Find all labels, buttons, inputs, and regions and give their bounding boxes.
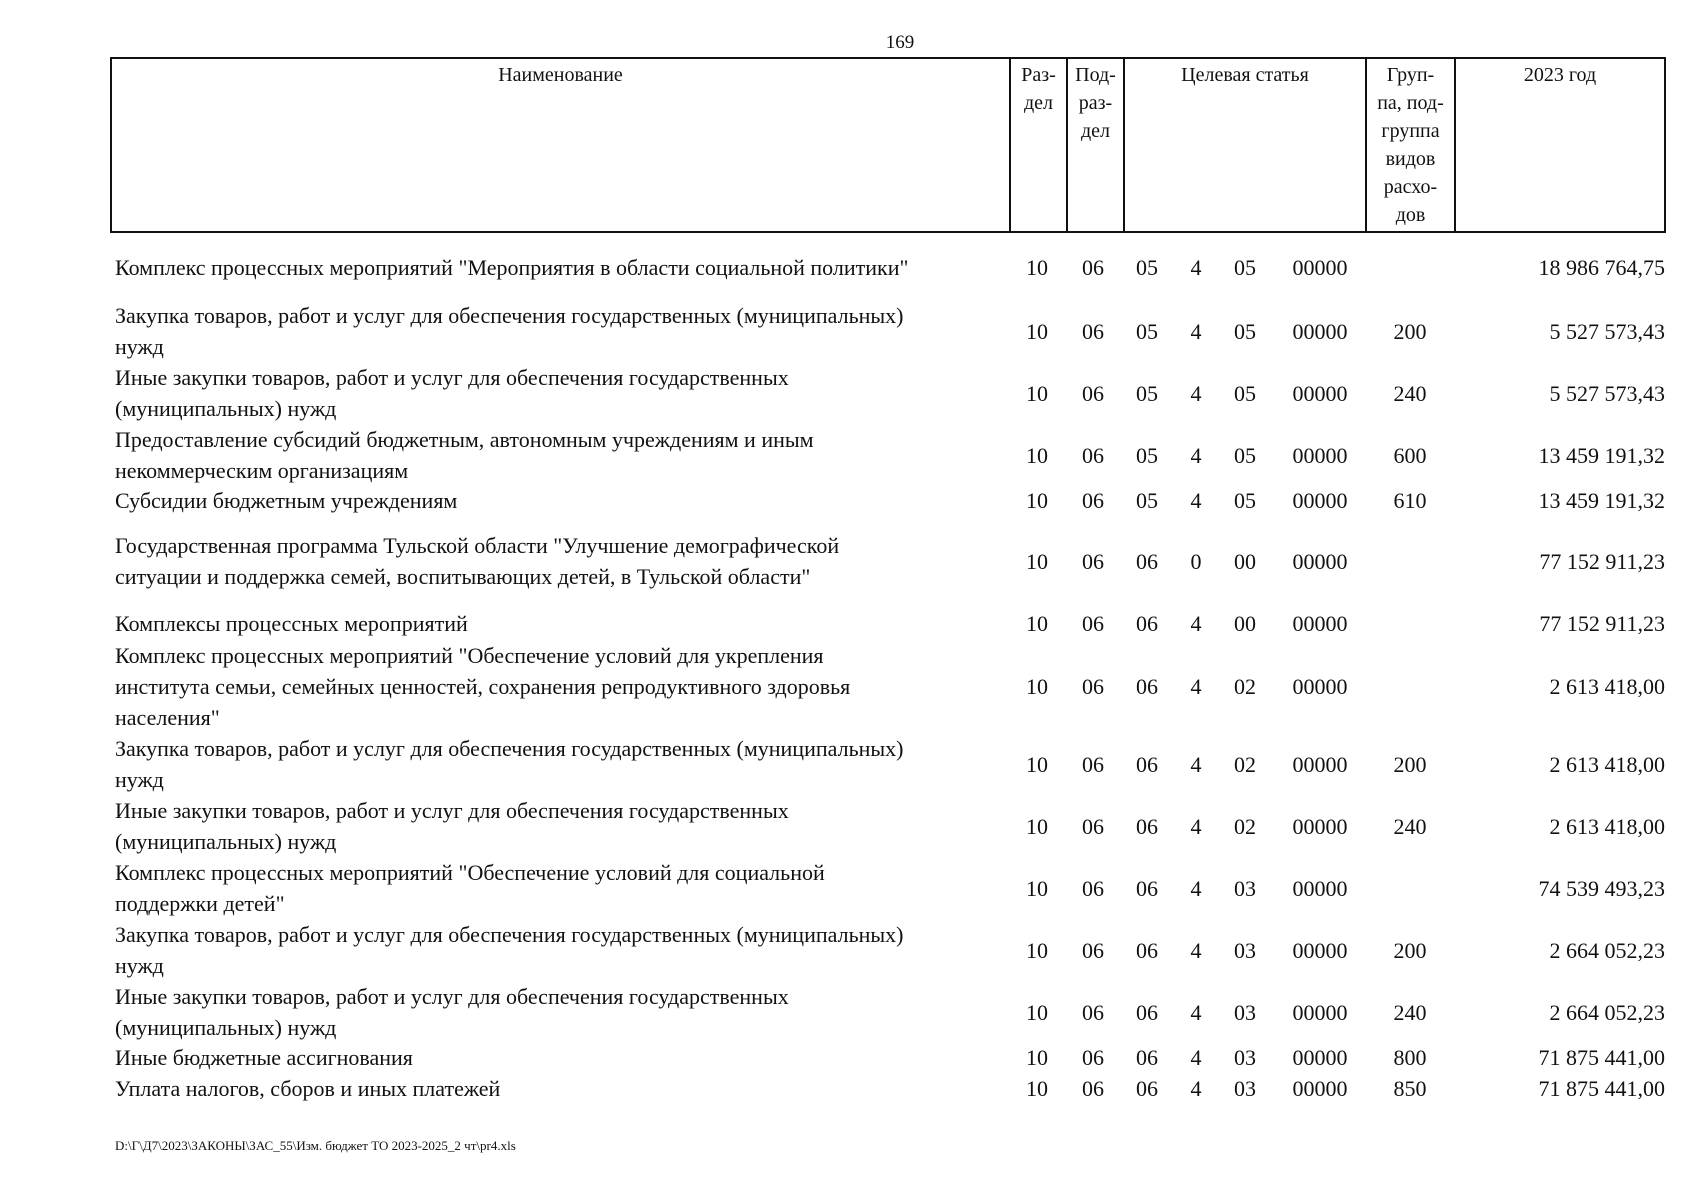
row-name — [115, 300, 1005, 362]
target-subprogram-cell: 03 — [1234, 999, 1256, 1025]
target-program-cell: 06 — [1136, 674, 1158, 699]
row-name-line: ситуации и поддержка семей, воспитывающих детей, в Тульской области" — [115, 564, 811, 589]
target-subprogram-cell: 03 — [1234, 1045, 1256, 1070]
table-row — [0, 857, 1695, 919]
row-name-line: нужд — [115, 953, 164, 978]
razdel-cell: 10 — [1026, 442, 1048, 468]
target-direction-cell: 00000 — [1292, 813, 1348, 839]
target-direction-cell: 00000 — [1292, 1076, 1348, 1101]
table-row — [0, 733, 1695, 795]
row-name — [115, 1042, 1005, 1073]
amount-cell: 77 152 911,23 — [1539, 611, 1665, 636]
page-number: 169 — [885, 32, 915, 53]
target-type-cell: 4 — [1190, 674, 1202, 699]
row-name — [115, 857, 1005, 919]
table-row — [0, 362, 1695, 424]
row-name-line: Закупка товаров, работ и услуг для обеспечения государственных (муниципальных) — [115, 303, 904, 328]
row-name-line: Комплекс процессных мероприятий "Обеспечение условий для укрепления — [115, 643, 824, 668]
target-type-cell: 4 — [1190, 318, 1202, 344]
target-type-cell: 4 — [1190, 442, 1202, 468]
target-program-cell: 06 — [1136, 548, 1158, 574]
target-direction-cell: 00000 — [1292, 751, 1348, 777]
razdel-cell: 10 — [1026, 813, 1048, 839]
podrazdel-cell: 06 — [1082, 442, 1104, 468]
row-name-line: (муниципальных) нужд — [115, 829, 337, 854]
row-name-line: Иные закупки товаров, работ и услуг для обеспечения государственных — [115, 798, 789, 823]
razdel-cell: 10 — [1026, 1076, 1048, 1101]
header-group-line: па, под- — [1377, 92, 1444, 114]
razdel-cell: 10 — [1026, 937, 1048, 963]
target-program-cell: 06 — [1136, 875, 1158, 901]
target-direction-cell: 00000 — [1292, 318, 1348, 344]
row-name — [115, 424, 1005, 486]
podrazdel-cell: 06 — [1082, 999, 1104, 1025]
expense-group-cell: 600 — [1393, 442, 1427, 468]
target-subprogram-cell: 02 — [1234, 813, 1256, 839]
row-name — [115, 485, 1005, 516]
target-direction-cell: 00000 — [1292, 875, 1348, 901]
amount-cell: 5 527 573,43 — [1549, 318, 1665, 344]
file-path-footer: D:\Г\Д7\2023\ЗАКОНЫ\ЗАС_55\Изм. бюджет ТО 2023-2025_2 чт\pr4.xls — [115, 1138, 516, 1153]
amount-cell: 2 613 418,00 — [1549, 674, 1665, 699]
target-subprogram-cell: 00 — [1234, 548, 1256, 574]
target-subprogram-cell: 05 — [1234, 380, 1256, 406]
amount-cell: 2 613 418,00 — [1549, 751, 1665, 777]
target-program-cell: 06 — [1136, 1045, 1158, 1070]
header-podrazdel-line: Под- — [1075, 64, 1116, 86]
target-type-cell: 4 — [1190, 380, 1202, 406]
razdel-cell: 10 — [1026, 999, 1048, 1025]
table-row — [0, 795, 1695, 857]
expense-group-cell: 200 — [1393, 751, 1427, 777]
razdel-cell: 10 — [1026, 875, 1048, 901]
amount-cell: 71 875 441,00 — [1538, 1045, 1665, 1070]
amount-cell: 2 664 052,23 — [1549, 999, 1665, 1025]
target-type-cell: 4 — [1190, 611, 1202, 636]
target-program-cell: 06 — [1136, 751, 1158, 777]
table-row — [0, 608, 1695, 639]
row-name — [115, 795, 1005, 857]
target-subprogram-cell: 02 — [1234, 674, 1256, 699]
target-type-cell: 4 — [1190, 813, 1202, 839]
header-target: Целевая статья — [1125, 59, 1367, 231]
amount-cell: 71 875 441,00 — [1538, 1076, 1665, 1101]
razdel-cell: 10 — [1026, 255, 1048, 280]
podrazdel-cell: 06 — [1082, 611, 1104, 636]
target-type-cell: 4 — [1190, 937, 1202, 963]
row-name-line: Иные закупки товаров, работ и услуг для обеспечения государственных — [115, 984, 789, 1009]
target-type-cell: 4 — [1190, 1076, 1202, 1101]
expense-group-cell: 240 — [1393, 380, 1427, 406]
row-name-line: Закупка товаров, работ и услуг для обеспечения государственных (муниципальных) — [115, 736, 904, 761]
table-row — [0, 1073, 1695, 1104]
razdel-cell: 10 — [1026, 1045, 1048, 1070]
expense-group-cell: 240 — [1393, 813, 1427, 839]
target-program-cell: 06 — [1136, 813, 1158, 839]
target-direction-cell: 00000 — [1292, 1045, 1348, 1070]
target-type-cell: 4 — [1190, 488, 1202, 513]
row-name — [115, 919, 1005, 981]
podrazdel-cell: 06 — [1082, 1076, 1104, 1101]
expense-group-cell: 240 — [1393, 999, 1427, 1025]
podrazdel-cell: 06 — [1082, 813, 1104, 839]
target-subprogram-cell: 05 — [1234, 488, 1256, 513]
razdel-cell: 10 — [1026, 751, 1048, 777]
target-program-cell: 05 — [1136, 318, 1158, 344]
podrazdel-cell: 06 — [1082, 1045, 1104, 1070]
podrazdel-cell: 06 — [1082, 318, 1104, 344]
header-podrazdel-line: дел — [1080, 120, 1111, 142]
podrazdel-cell: 06 — [1082, 751, 1104, 777]
row-name-line: (муниципальных) нужд — [115, 396, 337, 421]
table-row — [0, 1042, 1695, 1073]
row-name-line: нужд — [115, 767, 164, 792]
header-podrazdel-line: раз- — [1078, 92, 1113, 114]
row-name-line: населения" — [115, 705, 220, 730]
podrazdel-cell: 06 — [1082, 380, 1104, 406]
row-name-line: (муниципальных) нужд — [115, 1015, 337, 1040]
target-direction-cell: 00000 — [1292, 999, 1348, 1025]
expense-group-cell: 610 — [1393, 488, 1427, 513]
target-direction-cell: 00000 — [1292, 674, 1348, 699]
table-row — [0, 424, 1695, 486]
target-direction-cell: 00000 — [1292, 380, 1348, 406]
podrazdel-cell: 06 — [1082, 488, 1104, 513]
target-direction-cell: 00000 — [1292, 442, 1348, 468]
target-subprogram-cell: 00 — [1234, 611, 1256, 636]
table-row — [0, 981, 1695, 1043]
podrazdel-cell: 06 — [1082, 875, 1104, 901]
target-subprogram-cell: 05 — [1234, 318, 1256, 344]
row-name-line: Уплата налогов, сборов и иных платежей — [115, 1076, 501, 1101]
razdel-cell: 10 — [1026, 488, 1048, 513]
target-subprogram-cell: 03 — [1234, 937, 1256, 963]
razdel-cell: 10 — [1026, 611, 1048, 636]
razdel-cell: 10 — [1026, 674, 1048, 699]
target-type-cell: 0 — [1190, 548, 1202, 574]
row-name — [115, 1073, 1005, 1104]
target-subprogram-cell: 05 — [1234, 442, 1256, 468]
header-name: Наименование — [112, 59, 1011, 231]
target-direction-cell: 00000 — [1292, 937, 1348, 963]
target-direction-cell: 00000 — [1292, 611, 1348, 636]
target-program-cell: 06 — [1136, 937, 1158, 963]
row-name-line: Субсидии бюджетным учреждениям — [115, 488, 458, 513]
podrazdel-cell: 06 — [1082, 548, 1104, 574]
row-name — [115, 362, 1005, 424]
razdel-cell: 10 — [1026, 548, 1048, 574]
amount-cell: 77 152 911,23 — [1539, 548, 1665, 574]
table-row — [0, 640, 1695, 733]
target-direction-cell: 00000 — [1292, 488, 1348, 513]
podrazdel-cell: 06 — [1082, 937, 1104, 963]
table-row — [0, 300, 1695, 362]
target-direction-cell: 00000 — [1292, 548, 1348, 574]
header-group-line: видов — [1385, 148, 1436, 170]
target-program-cell: 05 — [1136, 380, 1158, 406]
amount-cell: 13 459 191,32 — [1538, 488, 1665, 513]
table-row — [0, 530, 1695, 592]
target-program-cell: 05 — [1136, 488, 1158, 513]
target-type-cell: 4 — [1190, 999, 1202, 1025]
expense-group-cell: 800 — [1393, 1045, 1427, 1070]
row-name — [115, 640, 1005, 733]
target-type-cell: 4 — [1190, 875, 1202, 901]
target-program-cell: 05 — [1136, 442, 1158, 468]
row-name-line: поддержки детей" — [115, 891, 285, 916]
podrazdel-cell: 06 — [1082, 255, 1104, 280]
amount-cell: 2 664 052,23 — [1549, 937, 1665, 963]
razdel-cell: 10 — [1026, 380, 1048, 406]
header-group-line: расхо- — [1383, 176, 1438, 198]
row-name — [115, 530, 1005, 592]
table-row — [0, 919, 1695, 981]
header-group-line: дов — [1395, 204, 1426, 226]
target-program-cell: 05 — [1136, 255, 1158, 280]
row-name-line: некоммерческим организациям — [115, 458, 409, 483]
row-name-line: Государственная программа Тульской области "Улучшение демографической — [115, 533, 840, 558]
header-year: 2023 год — [1523, 64, 1597, 86]
header-razdel-line: дел — [1023, 92, 1054, 114]
target-subprogram-cell: 03 — [1234, 875, 1256, 901]
row-name-line: Иные бюджетные ассигнования — [115, 1045, 413, 1070]
target-program-cell: 06 — [1136, 1076, 1158, 1101]
row-name-line: Предоставление субсидий бюджетным, автономным учреждениям и иным — [115, 427, 814, 452]
amount-cell: 13 459 191,32 — [1538, 442, 1665, 468]
header-group-line: Груп- — [1386, 64, 1435, 86]
target-subprogram-cell: 05 — [1234, 255, 1256, 280]
expense-group-cell: 200 — [1393, 318, 1427, 344]
header-group-line: группа — [1381, 120, 1440, 142]
amount-cell: 5 527 573,43 — [1549, 380, 1665, 406]
row-name-line: института семьи, семейных ценностей, сохранения репродуктивного здоровья — [115, 674, 851, 699]
row-name-line: Комплексы процессных мероприятий — [115, 611, 468, 636]
header-razdel-line: Раз- — [1021, 64, 1056, 86]
row-name-line: Комплекс процессных мероприятий "Мероприятия в области социальной политики" — [115, 255, 909, 280]
row-name-line: Закупка товаров, работ и услуг для обеспечения государственных (муниципальных) — [115, 922, 904, 947]
row-name-line: нужд — [115, 334, 164, 359]
razdel-cell: 10 — [1026, 318, 1048, 344]
amount-cell: 18 986 764,75 — [1538, 255, 1665, 280]
target-direction-cell: 00000 — [1292, 255, 1348, 280]
row-name-line: Иные закупки товаров, работ и услуг для обеспечения государственных — [115, 365, 789, 390]
row-name — [115, 252, 1005, 283]
table-row — [0, 485, 1695, 516]
target-type-cell: 4 — [1190, 751, 1202, 777]
row-name-line: Комплекс процессных мероприятий "Обеспечение условий для социальной — [115, 860, 825, 885]
row-name — [115, 608, 1005, 639]
target-program-cell: 06 — [1136, 611, 1158, 636]
table-row — [0, 252, 1695, 283]
amount-cell: 2 613 418,00 — [1549, 813, 1665, 839]
row-name — [115, 733, 1005, 795]
expense-group-cell: 200 — [1393, 937, 1427, 963]
target-subprogram-cell: 02 — [1234, 751, 1256, 777]
target-program-cell: 06 — [1136, 999, 1158, 1025]
target-type-cell: 4 — [1190, 255, 1202, 280]
target-type-cell: 4 — [1190, 1045, 1202, 1070]
amount-cell: 74 539 493,23 — [1538, 875, 1665, 901]
row-name — [115, 981, 1005, 1043]
target-subprogram-cell: 03 — [1234, 1076, 1256, 1101]
podrazdel-cell: 06 — [1082, 674, 1104, 699]
expense-group-cell: 850 — [1393, 1076, 1427, 1101]
